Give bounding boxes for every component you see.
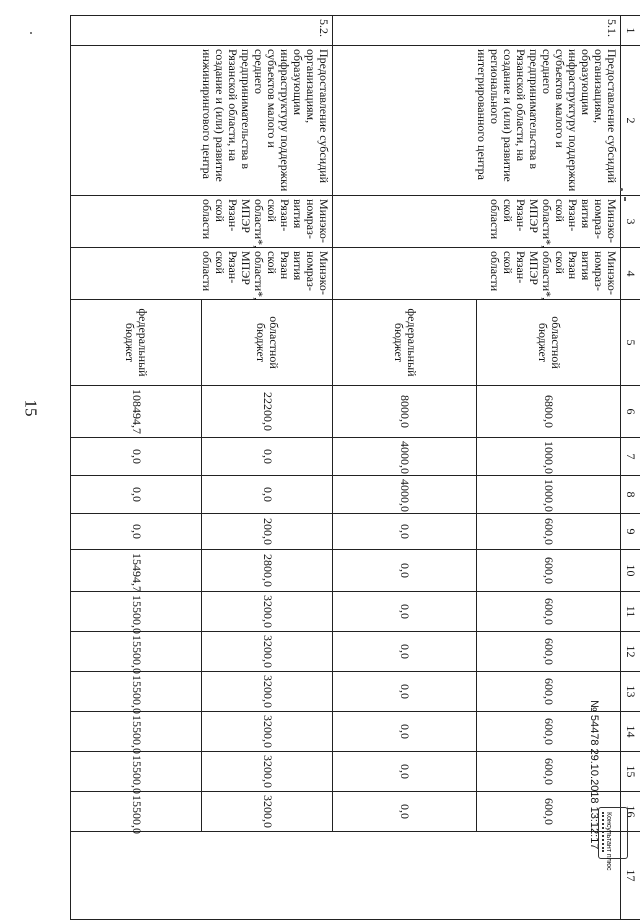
table-row [202, 16, 333, 920]
scan-speck [620, 188, 623, 191]
rotated-table-frame [70, 15, 640, 879]
value-cell: 4000,0 [333, 438, 477, 476]
value-cell: 3200,0 [202, 672, 333, 712]
value-cell: 0,0 [202, 476, 333, 514]
value-cell: 15500,0 [71, 592, 202, 632]
value-cell: 0,0 [202, 438, 333, 476]
value-cell: 0,0 [333, 550, 477, 592]
program-table [70, 15, 640, 920]
value-cell: 600,0 [477, 792, 621, 832]
value-cell: 0,0 [333, 672, 477, 712]
value-cell: 600,0 [477, 672, 621, 712]
page-number: 15 [21, 400, 41, 417]
notes-cell [71, 832, 621, 920]
value-cell: 15500,0 [71, 712, 202, 752]
value-cell: 1000,0 [477, 438, 621, 476]
funding-source: федеральный бюджет [333, 300, 477, 386]
consultant-stamp [598, 807, 628, 859]
funding-source: областной бюджет [477, 300, 621, 386]
value-cell: 3200,0 [202, 752, 333, 792]
value-cell: 0,0 [333, 752, 477, 792]
executor: Минэко-номраз-вития Рязан-ской области*, МПЭР Рязан-ской области [71, 196, 333, 248]
header-cell: 3 [621, 196, 640, 248]
value-cell: 600,0 [477, 752, 621, 792]
funding-source: областной бюджет [202, 300, 333, 386]
value-cell: 0,0 [333, 712, 477, 752]
header-cell: 9 [621, 514, 640, 550]
header-cell: 10 [621, 550, 640, 592]
value-cell: 600,0 [477, 592, 621, 632]
value-cell: 0,0 [333, 592, 477, 632]
table-container [70, 15, 640, 879]
value-cell: 15500,0 [71, 752, 202, 792]
co-executor: Минэко-номраз-вития Рязан ской области*, МПЭР Рязан-ской области [333, 248, 621, 300]
value-cell: 600,0 [477, 712, 621, 752]
header-cell: 8 [621, 476, 640, 514]
value-cell: 108494,7 [71, 386, 202, 438]
registration-stamp-text: № 54478 29.10.2018 13:12:17 [588, 700, 600, 849]
scan-speck [30, 32, 32, 34]
value-cell: 3200,0 [202, 792, 333, 832]
value-cell: 3200,0 [202, 712, 333, 752]
value-cell: 3200,0 [202, 592, 333, 632]
value-cell: 0,0 [71, 514, 202, 550]
header-cell: 1 [621, 16, 640, 46]
header-cell: 2 [621, 46, 640, 196]
value-cell: 0,0 [71, 476, 202, 514]
row-number: 5.2. [71, 16, 333, 46]
header-row [621, 16, 640, 920]
header-cell: 16 [621, 792, 640, 832]
value-cell: 0,0 [333, 632, 477, 672]
value-cell: 6800,0 [477, 386, 621, 438]
value-cell: 15494,7 [71, 550, 202, 592]
value-cell: 1000,0 [477, 476, 621, 514]
executor: Минэко-номраз-вития Рязан-ской области*, МПЭР Рязан-ской области [333, 196, 621, 248]
header-cell: 13 [621, 672, 640, 712]
header-cell: 5 [621, 300, 640, 386]
scan-speck [624, 197, 626, 201]
measure-name: Предоставление субсидий организациям, образующим инфраструктуру поддержки субъектов малого и среднего предпринимательства в Рязанской области, на создание и (или) развитие инжинирингового центра [71, 46, 333, 196]
funding-source: федеральный бюджет [71, 300, 202, 386]
value-cell: 3200,0 [202, 632, 333, 672]
header-cell: 14 [621, 712, 640, 752]
value-cell: 600,0 [477, 550, 621, 592]
value-cell: 600,0 [477, 632, 621, 672]
value-cell: 0,0 [71, 438, 202, 476]
header-cell: 7 [621, 438, 640, 476]
value-cell: 0,0 [333, 514, 477, 550]
header-cell: 12 [621, 632, 640, 672]
value-cell: 200,0 [202, 514, 333, 550]
value-cell: 600,0 [477, 514, 621, 550]
value-cell: 8000,0 [333, 386, 477, 438]
value-cell: 2800,0 [202, 550, 333, 592]
value-cell: 15500,0 [71, 632, 202, 672]
stamp-label: Консультант плюс [605, 812, 612, 871]
header-cell: 4 [621, 248, 640, 300]
row-number: 5.1. [333, 16, 621, 46]
value-cell: 0,0 [333, 792, 477, 832]
header-cell: 15 [621, 752, 640, 792]
measure-name: Предоставление субсидий организациям, образующим инфраструктуру поддержки субъектов малого и среднего предпринимательства в Рязанской области, на создание и (или) развитие регионального интегрированного центра [333, 46, 621, 196]
header-cell: 6 [621, 386, 640, 438]
co-executor: Минэко-номраз-вития Рязан ской области*, МПЭР Рязан-ской области [71, 248, 333, 300]
value-cell: 4000,0 [333, 476, 477, 514]
value-cell: 15500,0 [71, 792, 202, 832]
header-cell: 17 [621, 832, 640, 920]
header-cell: 11 [621, 592, 640, 632]
value-cell: 15500,0 [71, 672, 202, 712]
value-cell: 22200,0 [202, 386, 333, 438]
